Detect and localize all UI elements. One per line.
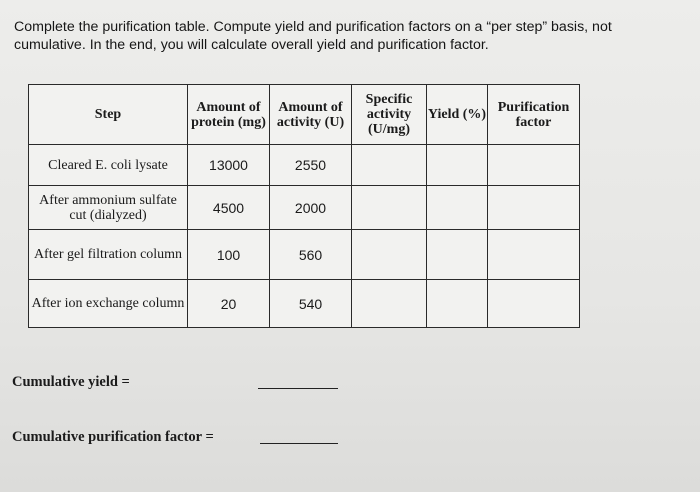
row-step-label: Cleared E. coli lysate (29, 145, 188, 186)
header-purification-factor: Purification factor (488, 85, 580, 145)
cumulative-factor-blank[interactable] (260, 443, 338, 444)
activity-value: 540 (270, 280, 352, 328)
activity-value: 560 (270, 230, 352, 280)
header-specific-activity: Specific activity (U/mg) (352, 85, 427, 145)
header-protein: Amount of protein (mg) (188, 85, 270, 145)
cumulative-yield-label: Cumulative yield = (12, 374, 130, 390)
table-row (29, 186, 580, 230)
yield-cell[interactable] (427, 230, 488, 280)
protein-value: 100 (188, 230, 270, 280)
protein-value: 20 (188, 280, 270, 328)
table-row (29, 230, 580, 280)
cumulative-yield-blank[interactable] (258, 388, 338, 389)
specific-activity-cell[interactable] (352, 186, 427, 230)
yield-cell[interactable] (427, 186, 488, 230)
table-row (29, 280, 580, 328)
header-yield: Yield (%) (427, 85, 488, 145)
specific-activity-cell[interactable] (352, 145, 427, 186)
activity-value: 2550 (270, 145, 352, 186)
specific-activity-cell[interactable] (352, 280, 427, 328)
activity-value: 2000 (270, 186, 352, 230)
purification-factor-cell[interactable] (488, 280, 580, 328)
instructions-text: Complete the purification table. Compute yield and purification factors on a “per step” basis, not cumulative. In the end, you will calculate overall yield and purification factor. (14, 19, 612, 53)
table-row (29, 145, 580, 186)
specific-activity-cell[interactable] (352, 230, 427, 280)
cumulative-factor-label: Cumulative purification factor = (12, 429, 214, 445)
header-activity: Amount of activity (U) (270, 85, 352, 145)
purification-table (28, 84, 580, 328)
yield-cell[interactable] (427, 145, 488, 186)
purification-factor-cell[interactable] (488, 145, 580, 186)
yield-cell[interactable] (427, 280, 488, 328)
protein-value: 13000 (188, 145, 270, 186)
row-step-label: After gel filtration column (29, 230, 188, 280)
purification-factor-cell[interactable] (488, 186, 580, 230)
purification-factor-cell[interactable] (488, 230, 580, 280)
protein-value: 4500 (188, 186, 270, 230)
header-step: Step (29, 85, 188, 145)
row-step-label: After ion exchange column (29, 280, 188, 328)
row-step-label: After ammonium sulfate cut (dialyzed) (29, 186, 188, 230)
